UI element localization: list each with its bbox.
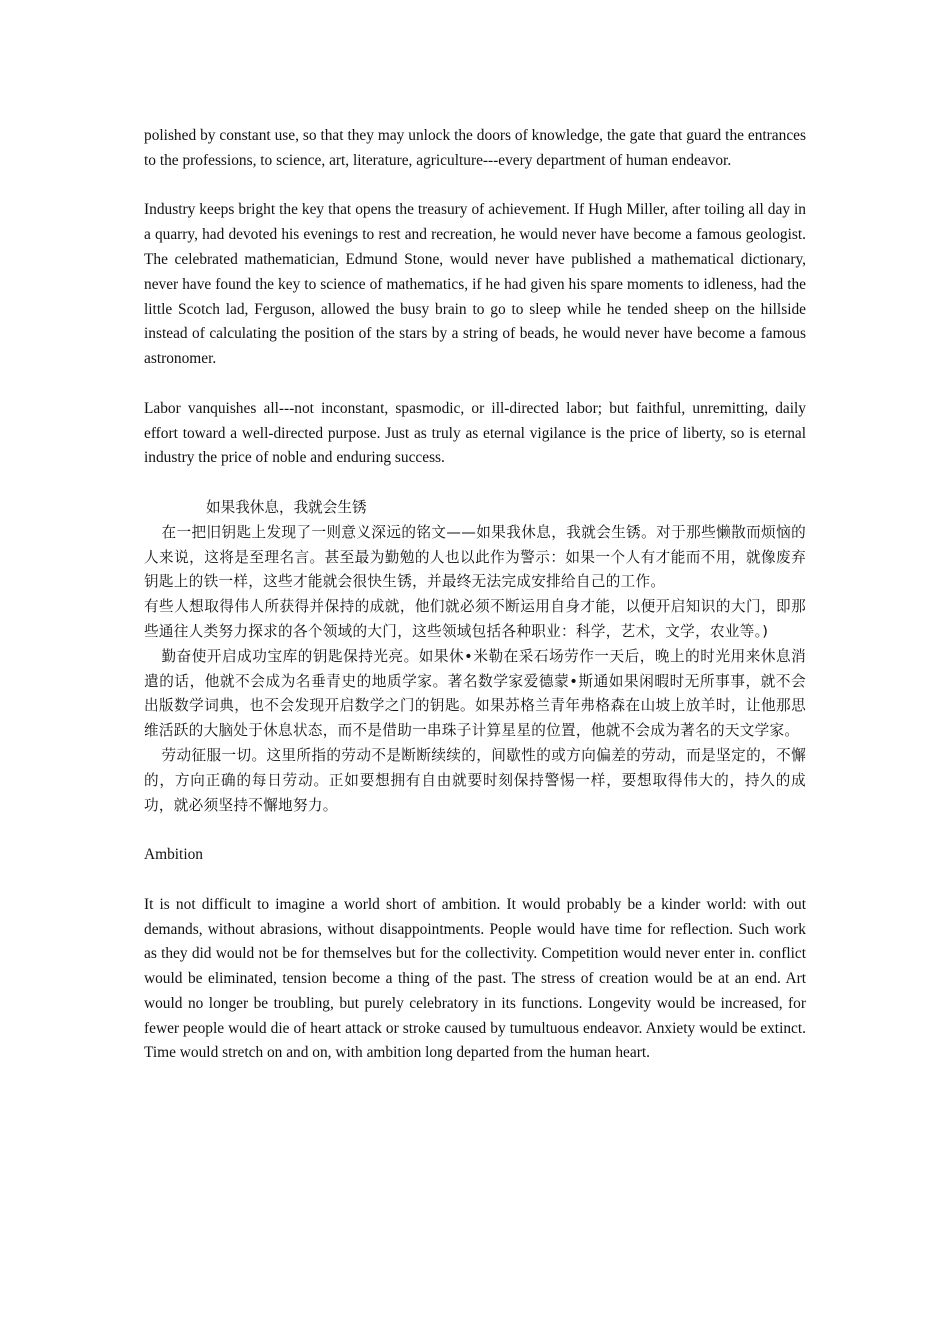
english-paragraph-2: Industry keeps bright the key that opens the treasury of achievement. If Hugh Miller, after toiling all day in a quarry, had devoted his evenings to rest and recreation, he would never have become a famous geologist. The celebrated mathematician, Edmund Stone, would never have published a mathematical dictionary, never have found the key to science of mathematics, if he had given his spare moments to idleness, had the little Scotch lad, Ferguson, allowed the busy brain to go to sleep while he tended sheep on the hillside instead of calculating the position of the stars by a string of beads, he would never have become a famous astronomer. <box>144 201 806 368</box>
paragraph-spacer <box>144 174 806 199</box>
paragraph-spacer <box>144 818 806 843</box>
paragraph-spacer <box>144 471 806 496</box>
document-page <box>144 124 806 1066</box>
chinese-title: 如果我休息，我就会生锈 <box>206 498 367 516</box>
paragraph-spacer <box>144 372 806 397</box>
chinese-paragraph-3: 勤奋使开启成功宝库的钥匙保持光亮。如果休•米勒在采石场劳作一天后，晚上的时光用来休息消遣的话，他就不会成为名垂青史的地质学家。著名数学家爱德蒙•斯通如果闲暇时无所事事，就不会出版数学词典，也不会发现开启数学之门的钥匙。如果苏格兰青年弗格森在山坡上放羊时，让他那思维活跃的大脑处于休息状态，而不是借助一串珠子计算星星的位置，他就不会成为著名的天文学家。 <box>144 647 806 740</box>
chinese-paragraph-2: 有些人想取得伟人所获得并保持的成就，他们就必须不断运用自身才能，以便开启知识的大门，即那些通往人类努力探求的各个领域的大门，这些领域包括各种职业：科学，艺术，文学，农业等。) <box>144 598 806 640</box>
english-paragraph-3: Labor vanquishes all---not inconstant, spasmodic, or ill-directed labor; but faithful, unremitting, daily effort toward a well-directed purpose. Just as truly as eternal vigilance is the price of liberty, so is eternal industry the price of noble and enduring success. <box>144 399 806 467</box>
english-paragraph-1: polished by constant use, so that they may unlock the doors of knowledge, the gate that guard the entrances to the professions, to science, art, literature, agriculture---every department of human endeavor. <box>144 127 806 169</box>
section-heading-ambition: Ambition <box>144 846 203 864</box>
chinese-paragraph-1: 在一把旧钥匙上发现了一则意义深远的铭文——如果我休息，我就会生锈。对于那些懒散而烦恼的人来说，这将是至理名言。甚至最为勤勉的人也以此作为警示：如果一个人有才能而不用，就像废弃钥匙上的铁一样，这些才能就会很快生锈，并最终无法完成安排给自己的工作。 <box>144 523 806 591</box>
chinese-paragraph-4: 劳动征服一切。这里所指的劳动不是断断续续的，间歇性的或方向偏差的劳动，而是坚定的，不懈的，方向正确的每日劳动。正如要想拥有自由就要时刻保持警惕一样，要想取得伟大的，持久的成功，就必须坚持不懈地努力。 <box>144 746 806 814</box>
paragraph-spacer <box>144 868 806 893</box>
ambition-paragraph-1: It is not difficult to imagine a world short of ambition. It would probably be a kinder world: with out demands, without abrasions, without disappointments. People would have time for reflection. Such work as they did would not be for themselves but for the collectivity. Competition would never enter in. conflict would be eliminated, tension become a thing of the past. The stress of creation would be at an end. Art would no longer be troubling, but purely celebratory in its functions. Longevity would be increased, for fewer people would die of heart attack or stroke caused by tumultuous endeavor. Anxiety would be extinct. Time would stretch on and on, with ambition long departed from the human heart. <box>144 895 806 1062</box>
